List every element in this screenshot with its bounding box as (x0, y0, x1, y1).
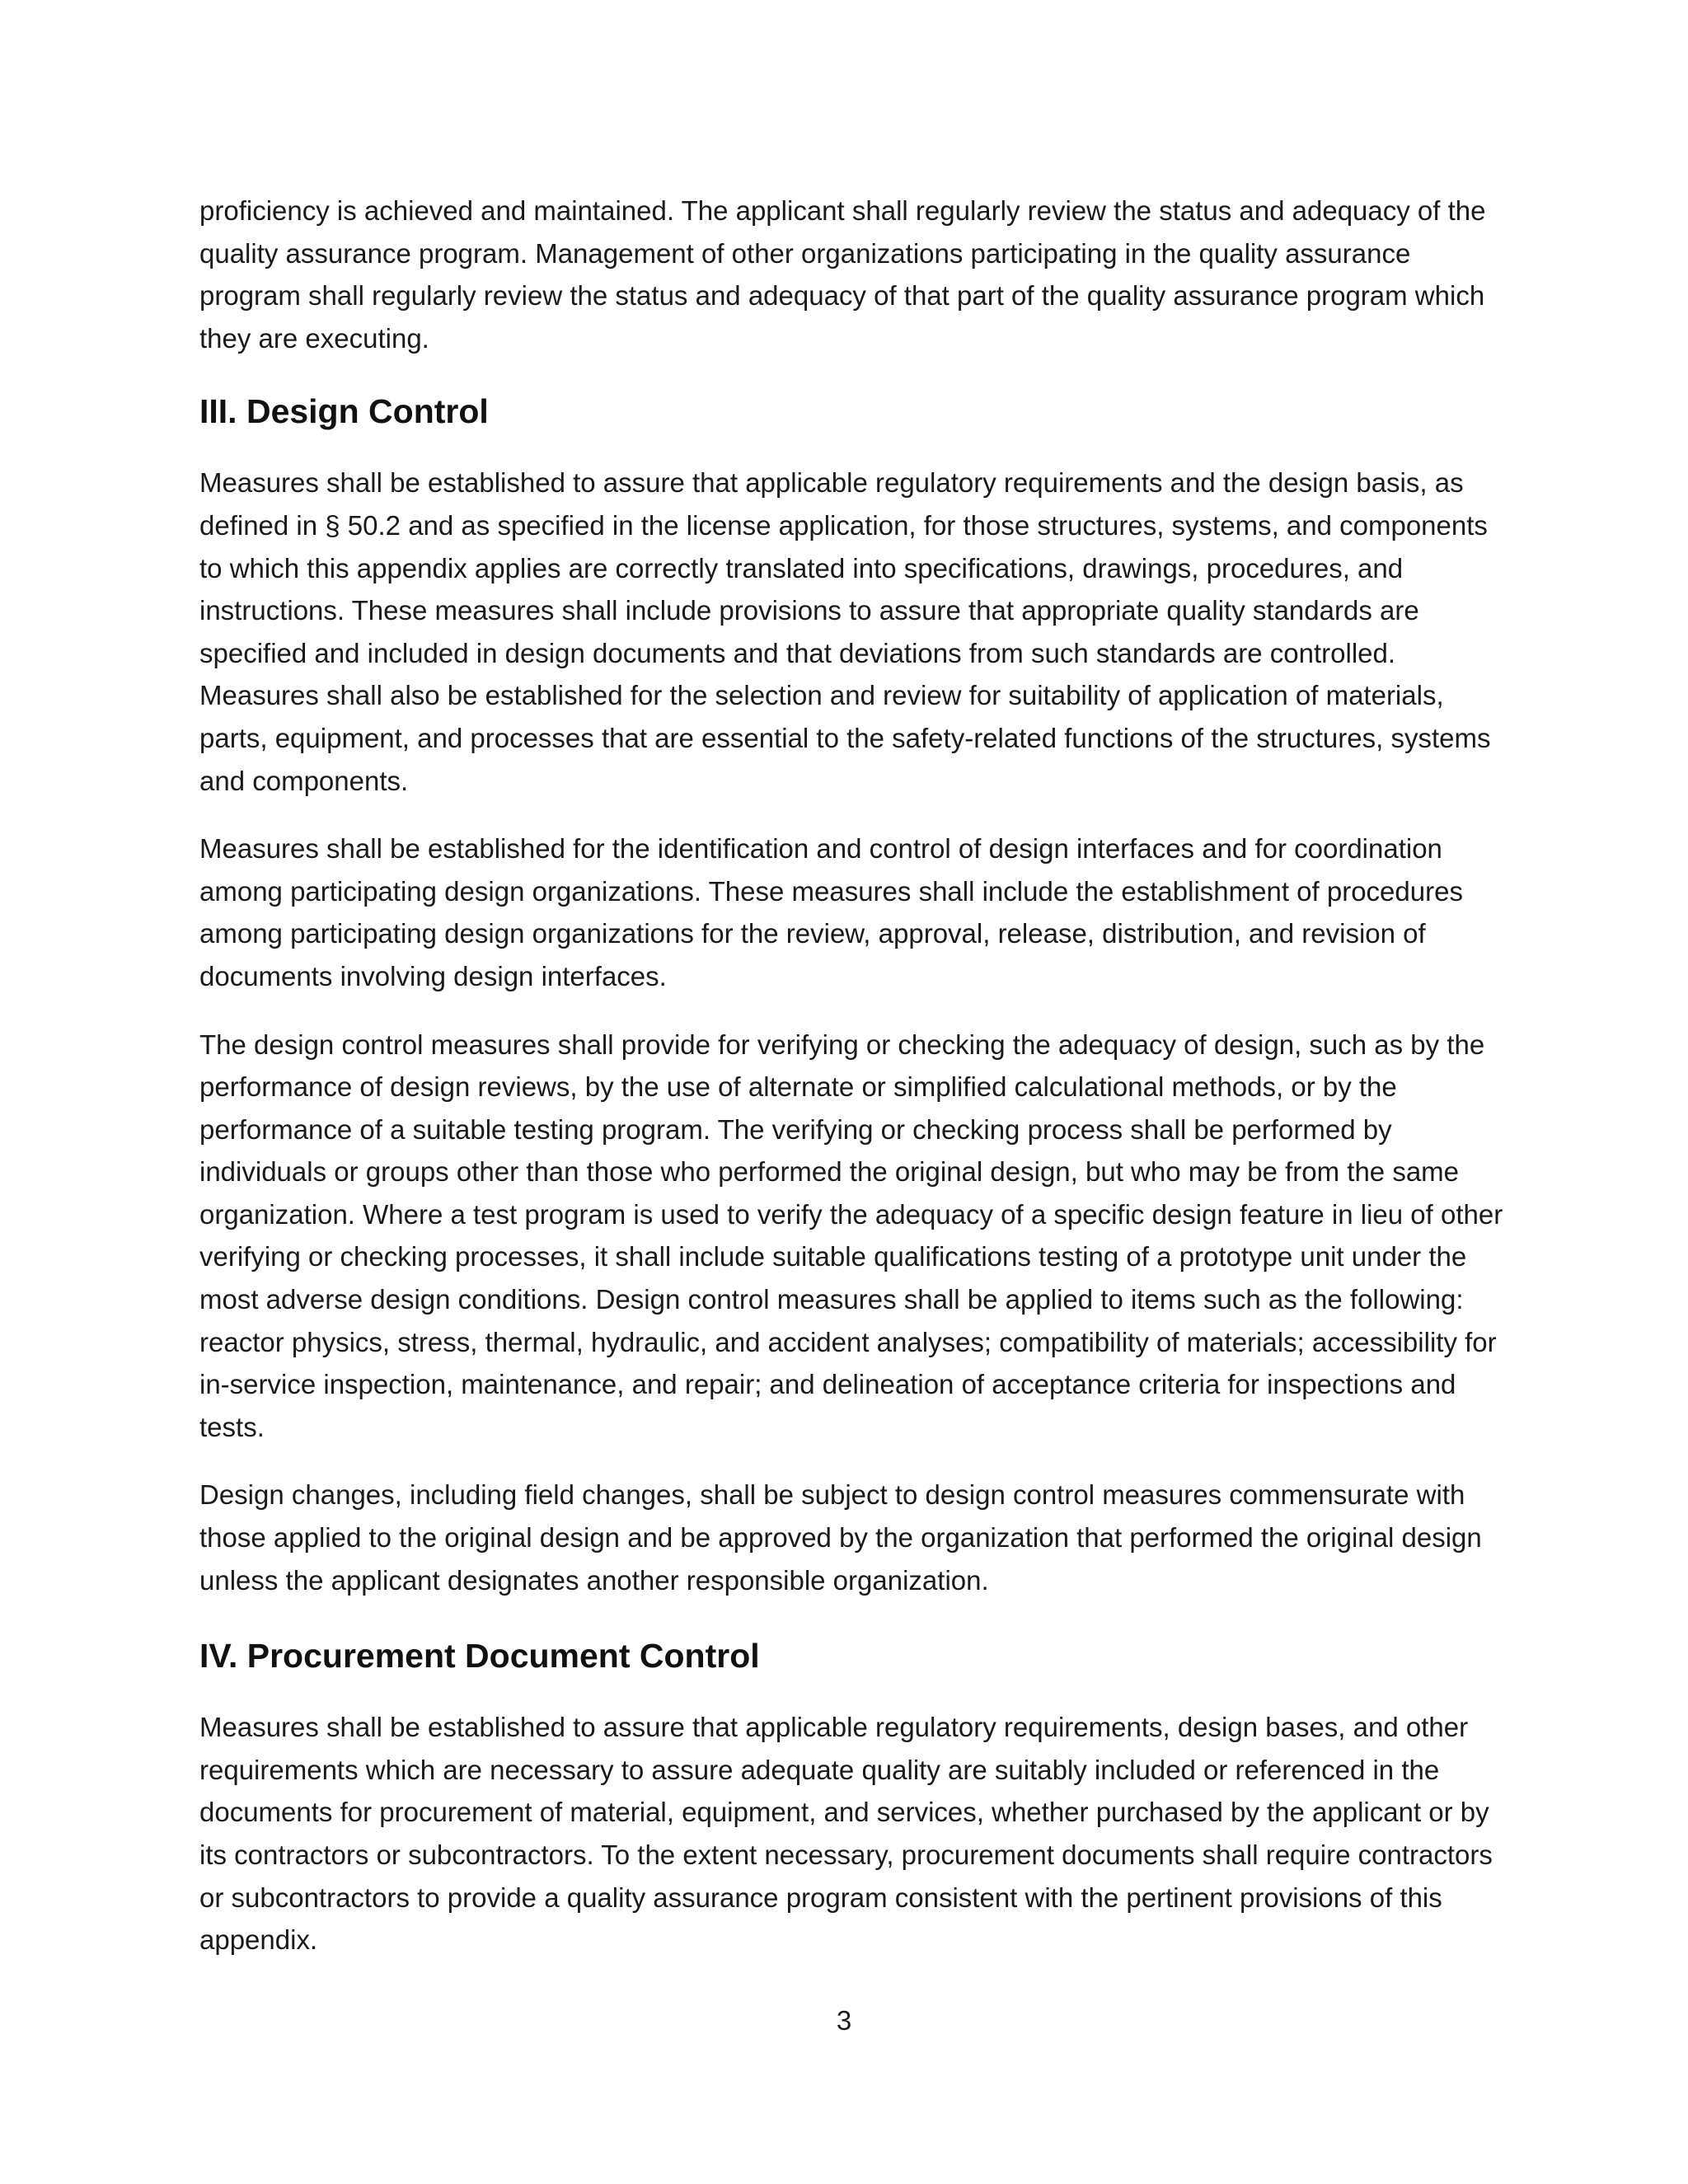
section-heading-design-control: III. Design Control (199, 392, 489, 431)
section-heading-procurement-document-control: IV. Procurement Document Control (199, 1637, 760, 1675)
design-control-paragraph-1: Measures shall be established to assure that applicable regulatory requirements and the design basis, as defined in § 50.2 and as specified in the license application, for those structures, systems, and components to which this appendix applies are correctly translated into specifications, drawings, procedures, and instructions. These measures shall include provisions to assure that appropriate quality standards are specified and included in design documents and that deviations from such standards are controlled. Measures shall also be established for the selection and review for suitability of application of materials, parts, equipment, and processes that are essential to the safety-related functions of the structures, systems and components. (199, 467, 1491, 796)
page-number: 3 (836, 2005, 852, 2036)
design-control-paragraph-2: Measures shall be established for the identification and control of design interfaces and for coordination among participating design organizations. These measures shall include the establishment of procedures among participating design organizations for the review, approval, release, distribution, and revision of documents involving design interfaces. (199, 833, 1463, 991)
design-control-paragraph-4: Design changes, including field changes, shall be subject to design control measures commensurate with those applied to the original design and be approved by the organization that performed the original design unless the applicant designates another responsible organization. (199, 1479, 1482, 1596)
continuation-paragraph: proficiency is achieved and maintained. The applicant shall regularly review the status and adequacy of the quality assurance program. Management of other organizations participating in the quality assurance program shall regularly review the status and adequacy of that part of the quality assurance program which they are executing. (199, 195, 1486, 354)
design-control-paragraph-3: The design control measures shall provide for verifying or checking the adequacy of design, such as by the performance of design reviews, by the use of alternate or simplified calculational methods, or by the performance of a suitable testing program. The verifying or checking process shall be performed by individuals or groups other than those who performed the original design, but who may be from the same organization. Where a test program is used to verify the adequacy of a specific design feature in lieu of other verifying or checking processes, it shall include suitable qualifications testing of a prototype unit under the most adverse design conditions. Design control measures shall be applied to items such as the following: reactor physics, stress, thermal, hydraulic, and accident analyses; compatibility of materials; accessibility for in-service inspection, maintenance, and repair; and delineation of acceptance criteria for inspections and tests. (199, 1029, 1503, 1442)
document-page (199, 190, 1510, 1961)
procurement-paragraph-1: Measures shall be established to assure that applicable regulatory requirements, design bases, and other requirements which are necessary to assure adequate quality are suitably included or referenced in the documents for procurement of material, equipment, and services, whether purchased by the applicant or by its contractors or subcontractors. To the extent necessary, procurement documents shall require contractors or subcontractors to provide a quality assurance program consistent with the pertinent provisions of this appendix. (199, 1712, 1493, 1956)
